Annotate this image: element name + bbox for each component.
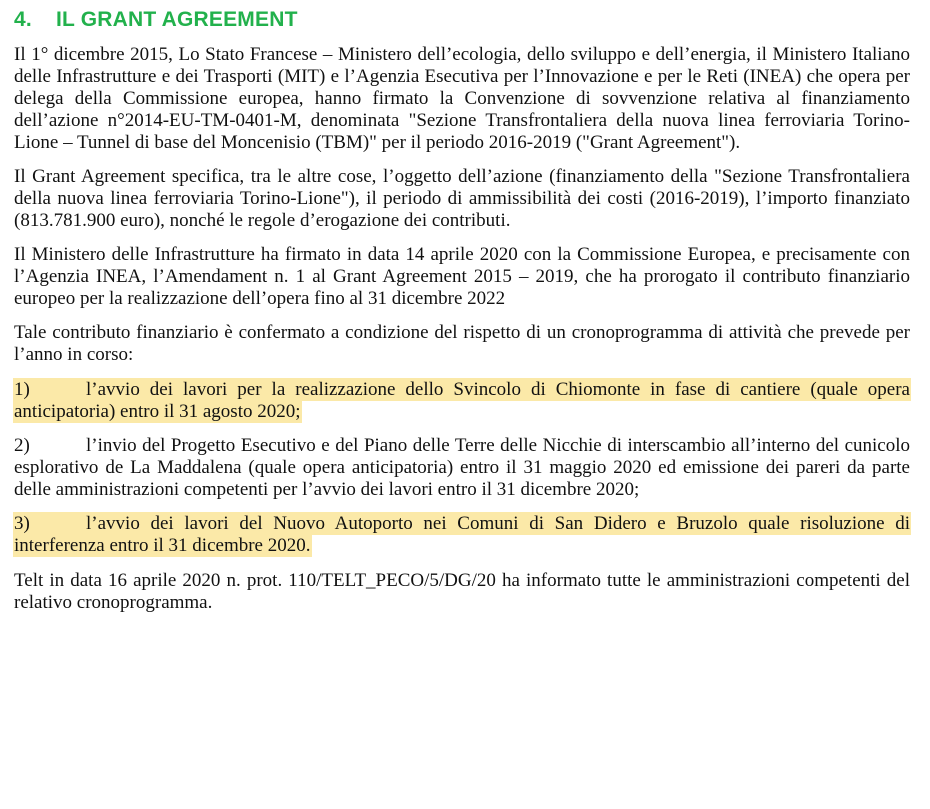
paragraph-1: Il 1° dicembre 2015, Lo Stato Francese – Ministero dell’ecologia, dello sviluppo e dell’energia, il Ministero Italiano delle Infrastrutture e dei Trasporti (MIT) e l’Agenzia Esecutiva per l’Innovazione e per le Reti (INEA) che opera per delega della Commissione europea, hanno firmato la Convenzione di sovvenzione relativa al finanziamento dell’azione n°2014-EU-TM-0401-M, denominata "Sezione Transfrontaliera della nuova linea ferroviaria Torino-Lione – Tunnel di base del Moncenisio (TBM)" per il periodo 2016-2019 ("Grant Agreement"). (14, 44, 910, 153)
document-page (14, 0, 910, 614)
list-text-1: l’avvio dei lavori per la realizzazione dello Svincolo di Chiomonte in fase di cantiere (quale opera anticipatoria) entro il 31 agosto 2020; (14, 379, 910, 422)
highlight-item-3 (14, 513, 910, 556)
section-title: IL GRANT AGREEMENT (56, 8, 298, 31)
section-number: 4. (14, 8, 32, 31)
list-item-2 (14, 435, 910, 501)
highlight-item-1 (14, 379, 910, 422)
list-item-3 (14, 513, 910, 557)
paragraph-5: Telt in data 16 aprile 2020 n. prot. 110/TELT_PECO/5/DG/20 ha informato tutte le amministrazioni competenti del relativo cronoprogramma. (14, 570, 910, 613)
list-marker-2: 2) (14, 435, 30, 456)
paragraph-3: Il Ministero delle Infrastrutture ha firmato in data 14 aprile 2020 con la Commissione Europea, e precisamente con l’Agenzia INEA, l’Amendament n. 1 al Grant Agreement 2015 – 2019, che ha prorogato il contributo finanziario europeo per la realizzazione dell’opera fino al 31 dicembre 2022 (14, 244, 910, 309)
section-heading (14, 6, 910, 34)
list-text-2: l’invio del Progetto Esecutivo e del Piano delle Terre delle Nicchie di interscambio all’interno del cunicolo esplorativo de La Maddalena (quale opera anticipatoria) entro il 31 maggio 2020 ed emissione dei pareri da parte delle amministrazioni competenti per l’avvio dei lavori entro il 31 dicembre 2020; (14, 435, 910, 500)
paragraph-2: Il Grant Agreement specifica, tra le altre cose, l’oggetto dell’azione (finanziamento della "Sezione Transfrontaliera della nuova linea ferroviaria Torino-Lione"), il periodo di ammissibilità dei costi (2016-2019), l’importo finanziato (813.781.900 euro), nonché le regole d’erogazione dei contributi. (14, 166, 910, 231)
list-text-3: l’avvio dei lavori del Nuovo Autoporto nei Comuni di San Didero e Bruzolo quale risoluzione di interferenza entro il 31 dicembre 2020. (14, 513, 910, 556)
list-marker-3: 3) (14, 513, 30, 534)
list-marker-1: 1) (14, 379, 30, 400)
paragraph-4: Tale contributo finanziario è confermato a condizione del rispetto di un cronoprogramma di attività che prevede per l’anno in corso: (14, 322, 910, 365)
list-item-1 (14, 379, 910, 423)
